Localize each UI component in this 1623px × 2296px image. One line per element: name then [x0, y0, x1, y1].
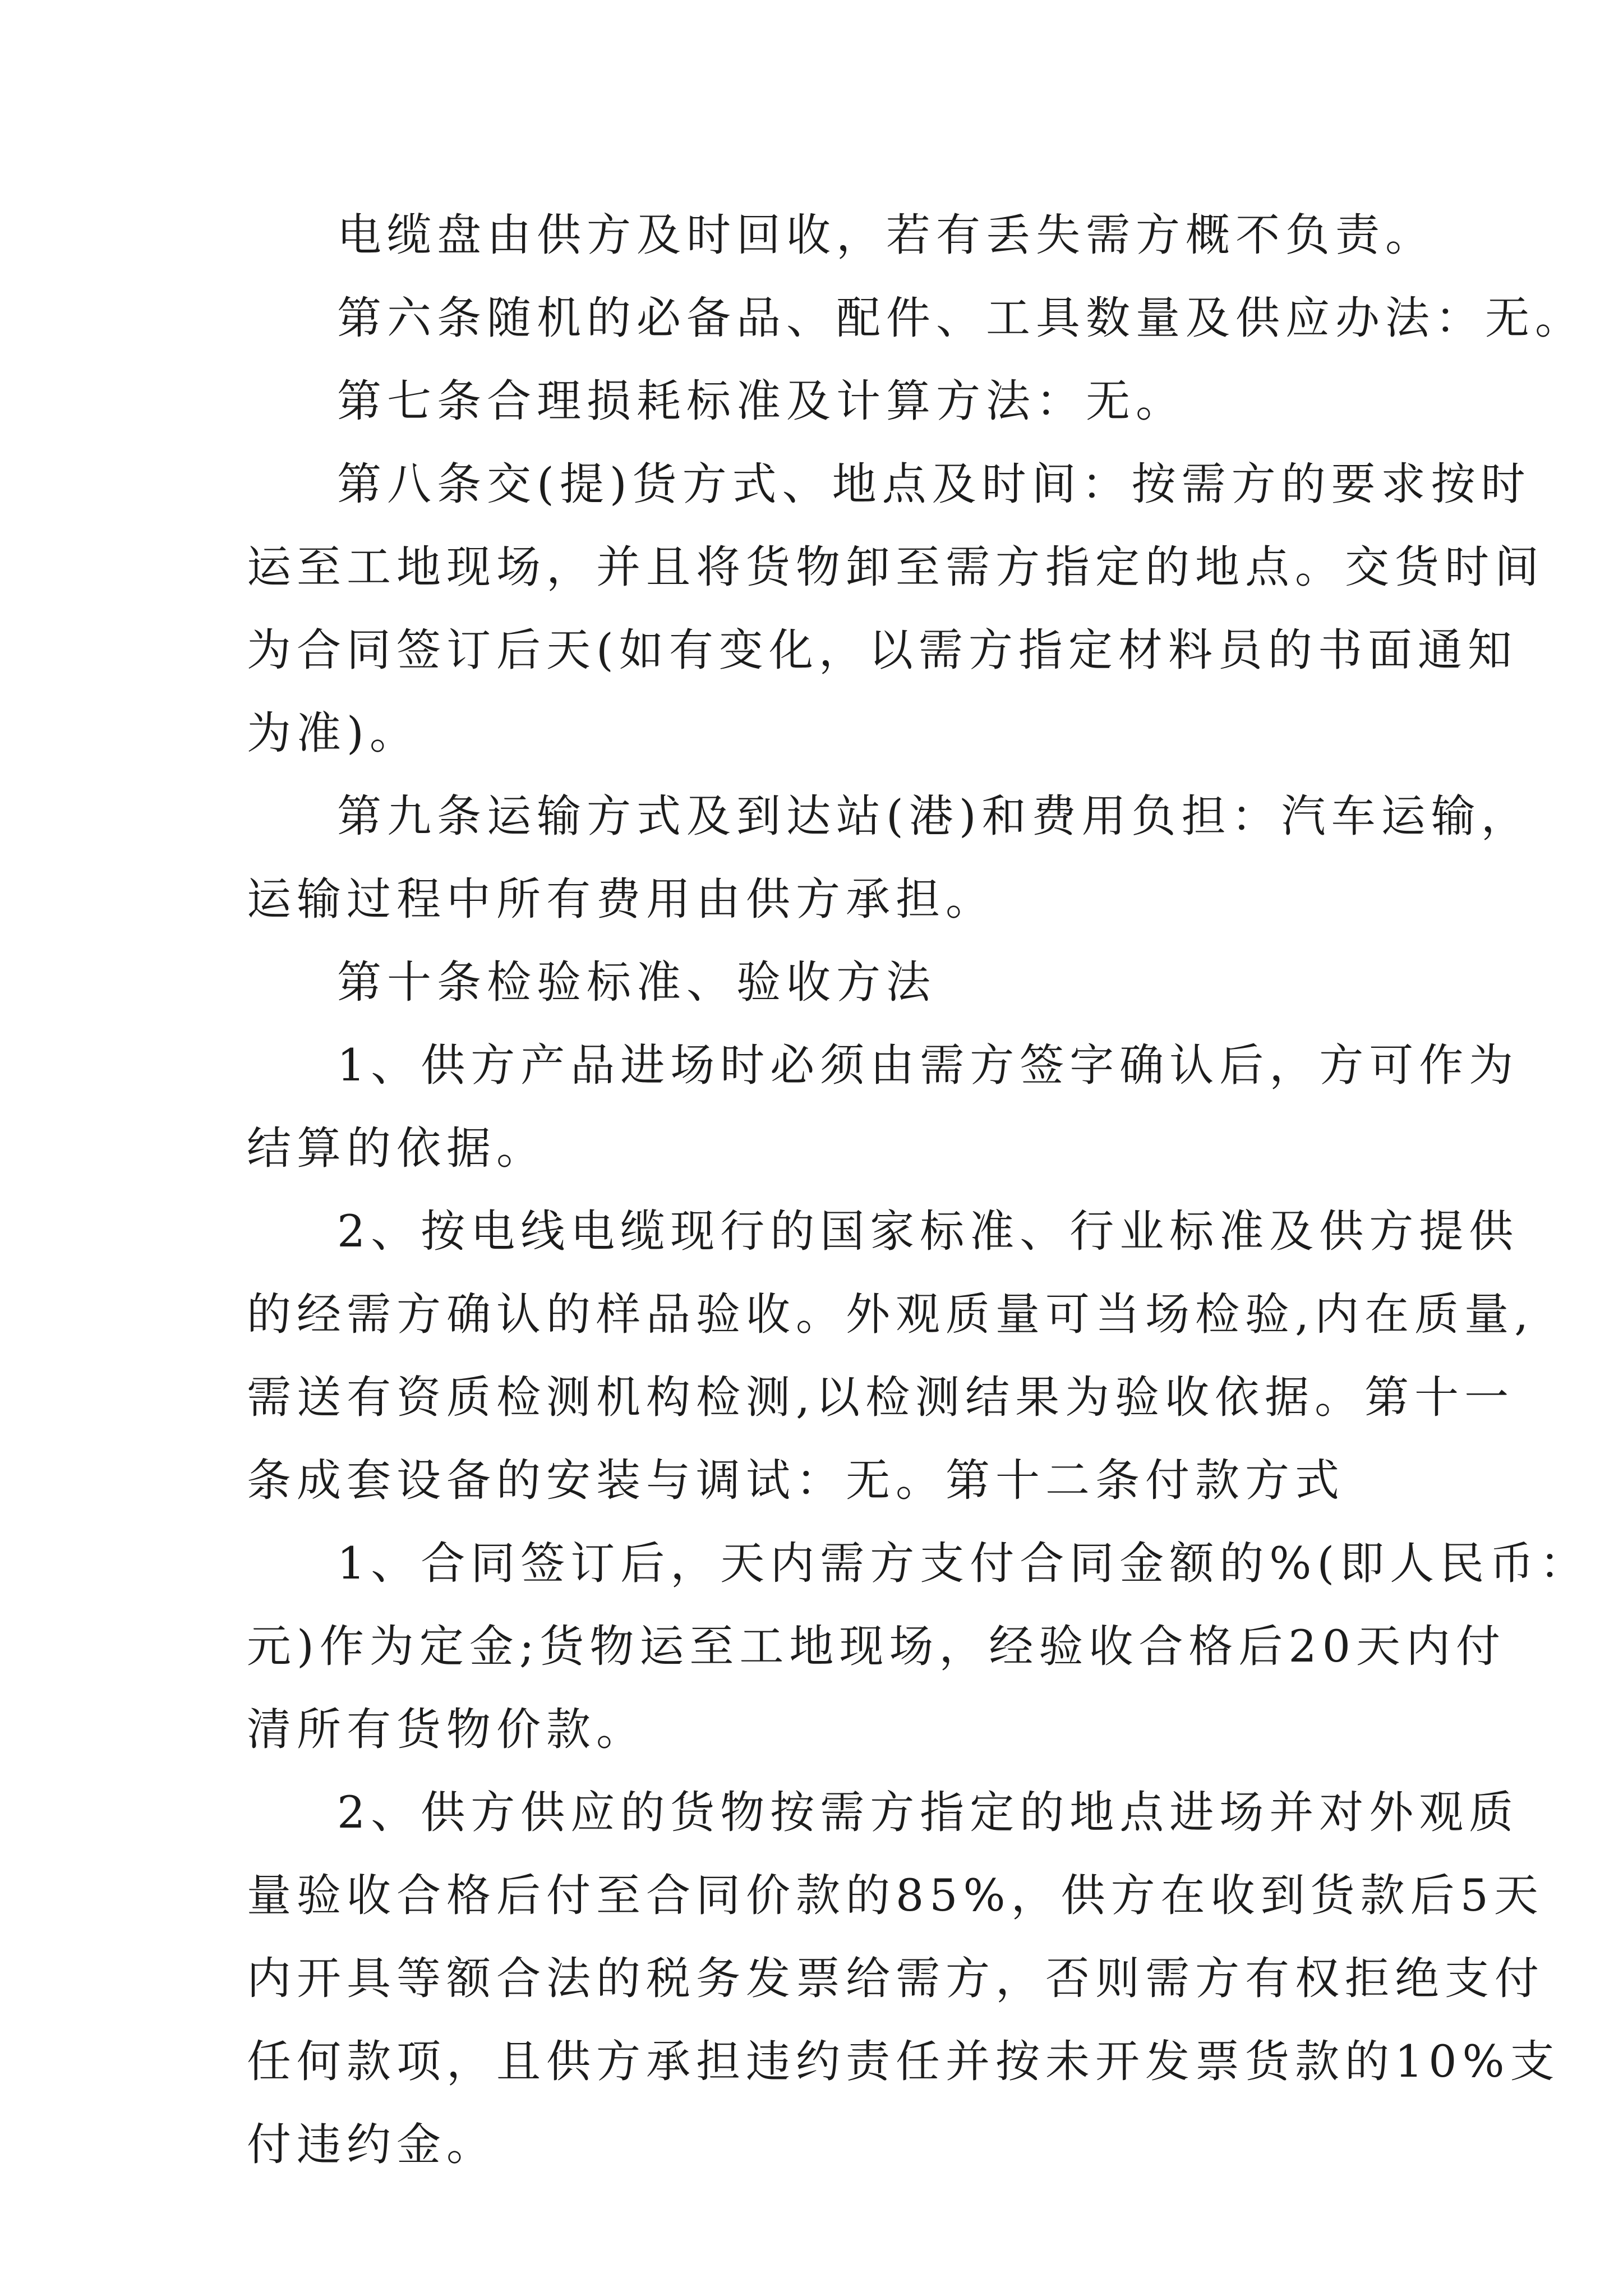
text-line: 第七条合理损耗标准及计算方法：无。: [337, 375, 1186, 427]
text-line: 清所有货物价款。: [247, 1704, 646, 1755]
paragraph-article-6: [247, 277, 1585, 360]
text-line: 2、按电线电缆现行的国家标准、行业标准及供方提供: [337, 1205, 1519, 1257]
text-line: 第八条交(提)货方式、地点及时间：按需方的要求按时: [337, 458, 1531, 510]
paragraph-article-7: [247, 360, 1380, 443]
paragraph-payment-1: [247, 1522, 1590, 1771]
paragraph-cable-reel: [247, 194, 1435, 277]
text-line: 第十条检验标准、验收方法: [337, 956, 936, 1008]
text-line: 1、供方产品进场时必须由需方签字确认后，方可作为: [337, 1039, 1519, 1091]
text-line: 2、供方供应的货物按需方指定的地点进场并对外观质: [337, 1787, 1519, 1838]
text-line: 运至工地现场，并且将货物卸至需方指定的地点。交货时间: [247, 541, 1544, 593]
text-line: 元)作为定金;货物运至工地现场，经验收合格后20天内付: [247, 1621, 1506, 1672]
paragraph-article-10: [247, 941, 1380, 1024]
text-line: 条成套设备的安装与调试：无。第十二条付款方式: [247, 1455, 1345, 1506]
text-line: 为合同签订后天(如有变化，以需方指定材料员的书面通知: [247, 624, 1518, 676]
text-line: 电缆盘由供方及时回收，若有丢失需方概不负责。: [337, 209, 1435, 261]
text-line: 为准)。: [247, 707, 419, 759]
text-line: 内开具等额合法的税务发票给需方，否则需方有权拒绝支付: [247, 1953, 1544, 2004]
text-line: 任何款项，且供方承担违约责任并按未开发票货款的10%支: [247, 2036, 1560, 2087]
paragraph-payment-2: [247, 1771, 1560, 2186]
text-line: 第六条随机的必备品、配件、工具数量及供应办法：无。: [337, 292, 1585, 344]
document-body: [247, 194, 1590, 2186]
paragraph-article-9: [247, 775, 1531, 941]
paragraph-article-8: [247, 443, 1544, 775]
text-line: 第九条运输方式及到达站(港)和费用负担：汽车运输，: [337, 790, 1531, 842]
text-line: 需送有资质检测机构检测,以检测结果为验收依据。第十一: [247, 1372, 1515, 1423]
text-line: 量验收合格后付至合同价款的85%，供方在收到货款后5天: [247, 1870, 1544, 1921]
paragraph-inspection-1: [247, 1024, 1519, 1190]
text-line: 1、合同签订后，天内需方支付合同金额的%(即人民币：: [337, 1538, 1590, 1589]
paragraph-inspection-2: [247, 1190, 1534, 1522]
text-line: 付违约金。: [247, 2119, 496, 2170]
text-line: 运输过程中所有费用由供方承担。: [247, 873, 995, 925]
text-line: 的经需方确认的样品验收。外观质量可当场检验,内在质量,: [247, 1289, 1534, 1340]
text-line: 结算的依据。: [247, 1122, 546, 1174]
